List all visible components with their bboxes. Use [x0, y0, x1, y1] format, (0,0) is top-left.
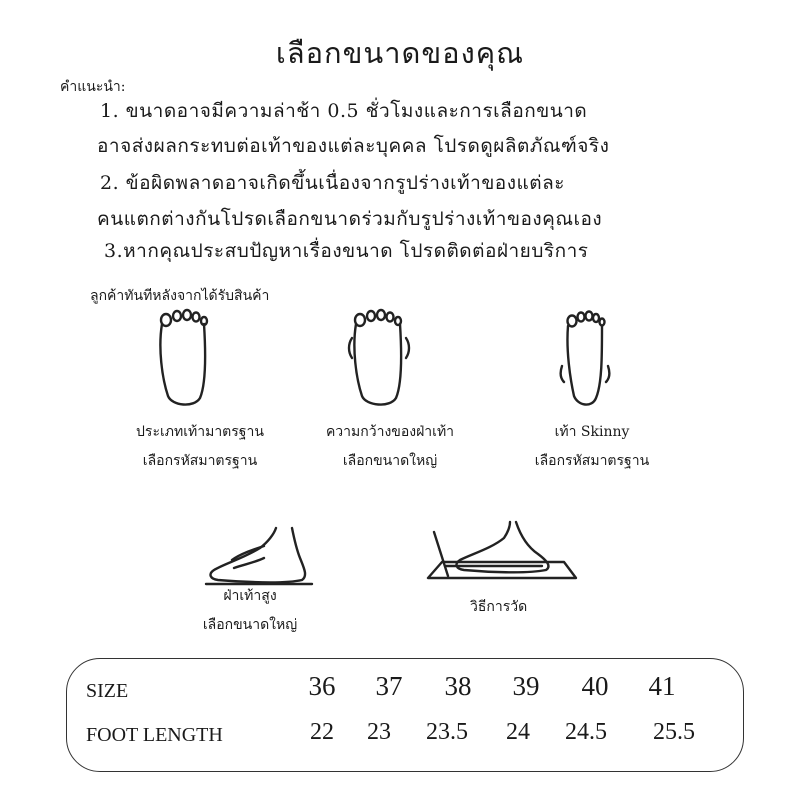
instructions-label: คำแนะนำ:	[60, 79, 126, 95]
note-line-3: 2. ข้อผิดพลาดอาจเกิดขึ้นเนื่องจากรูปร่างเท้าของแต่ละ	[100, 172, 565, 194]
high-instep-name: ฝ่าเท้าสูง	[223, 588, 277, 604]
standard-foot-caption	[110, 418, 290, 476]
size-cell: 36	[308, 671, 336, 701]
foot-length-cell: 25.5	[653, 719, 695, 745]
note-line-4: คนแตกต่างกันโปรดเลือกขนาดร่วมกับรูปร่างเท้าของคุณเอง	[97, 208, 603, 230]
standard-foot-advice: เลือกรหัสมาตรฐาน	[142, 453, 258, 469]
skinny-foot-name: เท้า Skinny	[554, 424, 630, 440]
foot-length-cell: 24	[506, 719, 530, 745]
size-cell: 37	[375, 671, 403, 701]
standard-foot-name: ประเภทเท้ามาตรฐาน	[136, 424, 264, 440]
skinny-foot-advice: เลือกรหัสมาตรฐาน	[534, 453, 650, 469]
size-cell: 38	[444, 671, 472, 701]
foot-length-cell: 24.5	[565, 719, 607, 745]
wide-foot-name: ความกว้างของฝ่าเท้า	[325, 424, 455, 440]
foot-length-row-label: FOOT LENGTH	[86, 724, 223, 746]
size-row-label: SIZE	[86, 680, 129, 702]
wide-foot-icon	[346, 308, 416, 410]
skinny-foot-caption	[502, 418, 682, 476]
wide-foot-caption	[300, 418, 480, 476]
standard-foot-icon	[156, 308, 214, 410]
size-cell: 40	[581, 671, 609, 701]
size-cell: 41	[648, 671, 676, 701]
size-cell: 39	[512, 671, 540, 701]
skinny-foot-icon	[560, 308, 612, 410]
measuring-foot-icon	[426, 518, 582, 584]
foot-length-cell: 22	[310, 719, 334, 745]
high-instep-caption	[170, 582, 330, 640]
wide-foot-advice: เลือกขนาดใหญ่	[342, 453, 438, 469]
high-instep-advice: เลือกขนาดใหญ่	[202, 617, 298, 633]
page-title: เลือกขนาดของคุณ	[275, 36, 525, 70]
note-line-2: อาจส่งผลกระทบต่อเท้าของแต่ละบุคคล โปรดดูผลิตภัณฑ์จริง	[97, 135, 610, 157]
note-line-5: 3.หากคุณประสบปัญหาเรื่องขนาด โปรดติดต่อฝ่ายบริการ	[104, 240, 589, 262]
high-instep-foot-icon	[204, 524, 316, 586]
measure-caption: วิธีการวัด	[470, 599, 528, 615]
customer-note: ลูกค้าทันทีหลังจากได้รับสินค้า	[90, 288, 270, 304]
note-line-1: 1. ขนาดอาจมีความล่าช้า 0.5 ชั่วโมงและการเลือกขนาด	[100, 100, 588, 122]
foot-length-cell: 23	[367, 719, 391, 745]
foot-length-cell: 23.5	[426, 719, 468, 745]
